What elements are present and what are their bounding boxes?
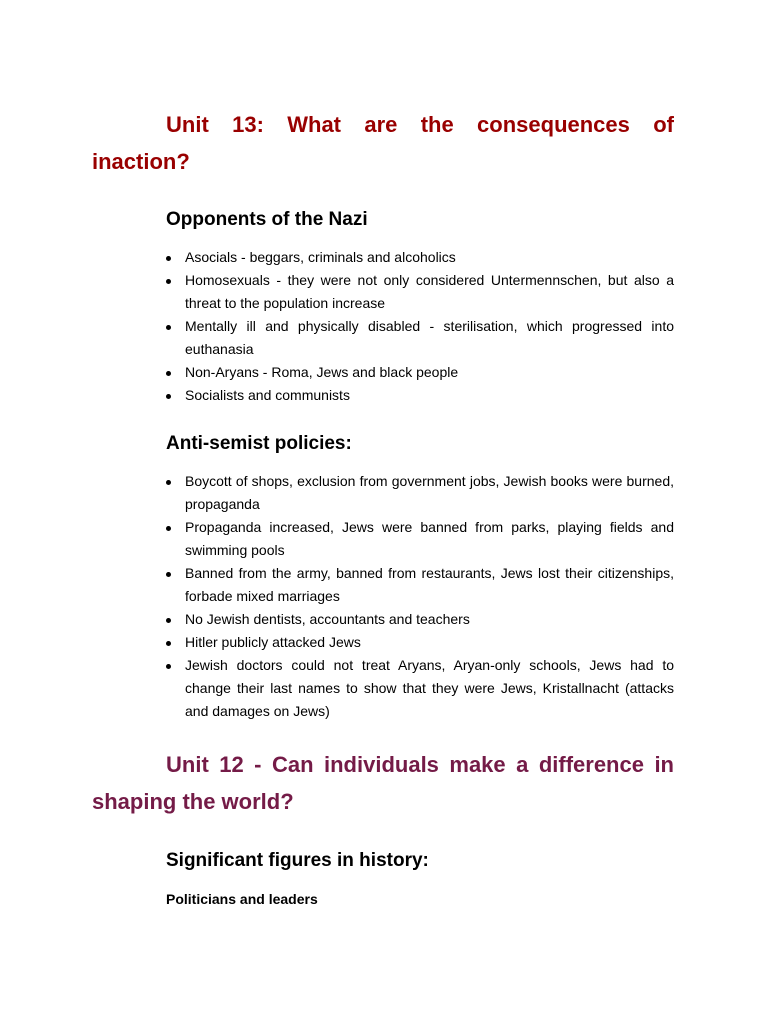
bullet-icon — [166, 641, 171, 646]
list-item-text: Mentally ill and physically disabled - sterilisation, which progressed into euthanasia — [185, 318, 674, 357]
list-item-text: Asocials - beggars, criminals and alcoholics — [185, 249, 456, 265]
list-item-text: Boycott of shops, exclusion from government jobs, Jewish books were burned, propaganda — [185, 473, 674, 512]
list-item — [166, 315, 674, 361]
bullet-icon — [166, 256, 171, 261]
antisemitic-policies-heading: Anti-semist policies: — [166, 433, 352, 454]
list-item — [166, 516, 674, 562]
bullet-icon — [166, 480, 171, 485]
list-item — [166, 361, 674, 384]
list-item — [166, 470, 674, 516]
significant-figures-heading: Significant figures in history: — [166, 850, 429, 871]
list-item-text: Propaganda increased, Jews were banned from parks, playing fields and swimming pools — [185, 519, 674, 558]
list-item-text: Homosexuals - they were not only considered Untermennschen, but also a threat to the population increase — [185, 272, 674, 311]
list-item — [166, 269, 674, 315]
list-item — [166, 631, 674, 654]
bullet-icon — [166, 371, 171, 376]
list-item-text: Jewish doctors could not treat Aryans, Aryan-only schools, Jews had to change their last names to show that they were Jews, Kristallnacht (attacks and damages on Jews) — [185, 657, 674, 719]
list-item-text: Hitler publicly attacked Jews — [185, 634, 361, 650]
list-item — [166, 608, 674, 631]
list-item-text: Socialists and communists — [185, 387, 350, 403]
list-item — [166, 562, 674, 608]
politicians-leaders-subheading: Politicians and leaders — [166, 891, 318, 907]
antisemitic-policies-list — [166, 470, 674, 723]
bullet-icon — [166, 325, 171, 330]
list-item — [166, 384, 674, 407]
list-item — [166, 654, 674, 723]
unit-12-heading: Unit 12 - Can individuals make a difference in shaping the world? — [92, 752, 674, 814]
list-item — [166, 246, 674, 269]
list-item-text: Banned from the army, banned from restaurants, Jews lost their citizenships, forbade mixed marriages — [185, 565, 674, 604]
bullet-icon — [166, 572, 171, 577]
unit-13-heading: Unit 13: What are the consequences of inaction? — [92, 112, 674, 174]
bullet-icon — [166, 526, 171, 531]
bullet-icon — [166, 394, 171, 399]
bullet-icon — [166, 279, 171, 284]
opponents-heading: Opponents of the Nazi — [166, 209, 368, 230]
list-item-text: Non-Aryans - Roma, Jews and black people — [185, 364, 459, 380]
bullet-icon — [166, 618, 171, 623]
opponents-list — [166, 246, 674, 407]
bullet-icon — [166, 664, 171, 669]
list-item-text: No Jewish dentists, accountants and teachers — [185, 611, 470, 627]
